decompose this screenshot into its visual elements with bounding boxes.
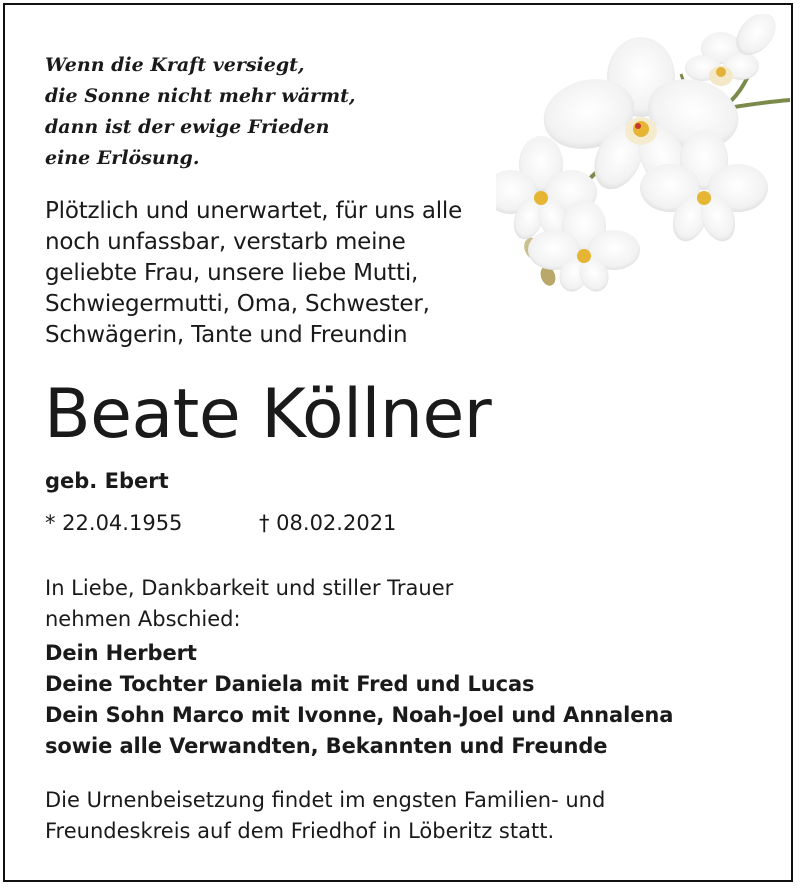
mourning-text [45, 573, 453, 635]
death-date: † 08.02.2021 [259, 511, 397, 535]
funeral-line: Die Urnenbeisetzung findet im engsten Familien- und [45, 788, 606, 812]
mourners-list [45, 638, 673, 762]
motto-poem [45, 50, 485, 174]
mourning-line: In Liebe, Dankbarkeit und stiller Trauer [45, 576, 454, 600]
intro-line: Schwiegermutti, Oma, Schwester, [45, 291, 430, 317]
intro-line: noch unfassbar, verstarb meine [45, 229, 406, 255]
mourner-line: Deine Tochter Daniela mit Fred und Lucas [45, 672, 535, 696]
deceased-name: Beate Köllner [44, 375, 492, 454]
mourner-line: sowie alle Verwandten, Bekannten und Freunde [45, 734, 608, 758]
motto-line: eine Erlösung. [45, 147, 200, 169]
motto-line: dann ist der ewige Frieden [45, 116, 330, 138]
intro-line: Plötzlich und unerwartet, für uns alle [45, 198, 463, 224]
intro-line: Schwägerin, Tante und Freundin [45, 322, 408, 348]
funeral-notice [45, 785, 605, 847]
birth-name: geb. Ebert [45, 469, 169, 493]
white-orchid-icon [496, 14, 790, 294]
mourner-line: Dein Herbert [45, 641, 197, 665]
intro-line: geliebte Frau, unsere liebe Mutti, [45, 260, 419, 286]
birth-date: * 22.04.1955 [45, 511, 183, 535]
funeral-line: Freundeskreis auf dem Friedhof in Löberitz statt. [45, 819, 555, 843]
life-dates [45, 508, 397, 538]
mourner-line: Dein Sohn Marco mit Ivonne, Noah-Joel und Annalena [45, 703, 674, 727]
mourning-line: nehmen Abschied: [45, 607, 241, 631]
motto-line: Wenn die Kraft versiegt, [45, 54, 305, 76]
motto-line: die Sonne nicht mehr wärmt, [45, 85, 356, 107]
intro-text [45, 196, 462, 351]
